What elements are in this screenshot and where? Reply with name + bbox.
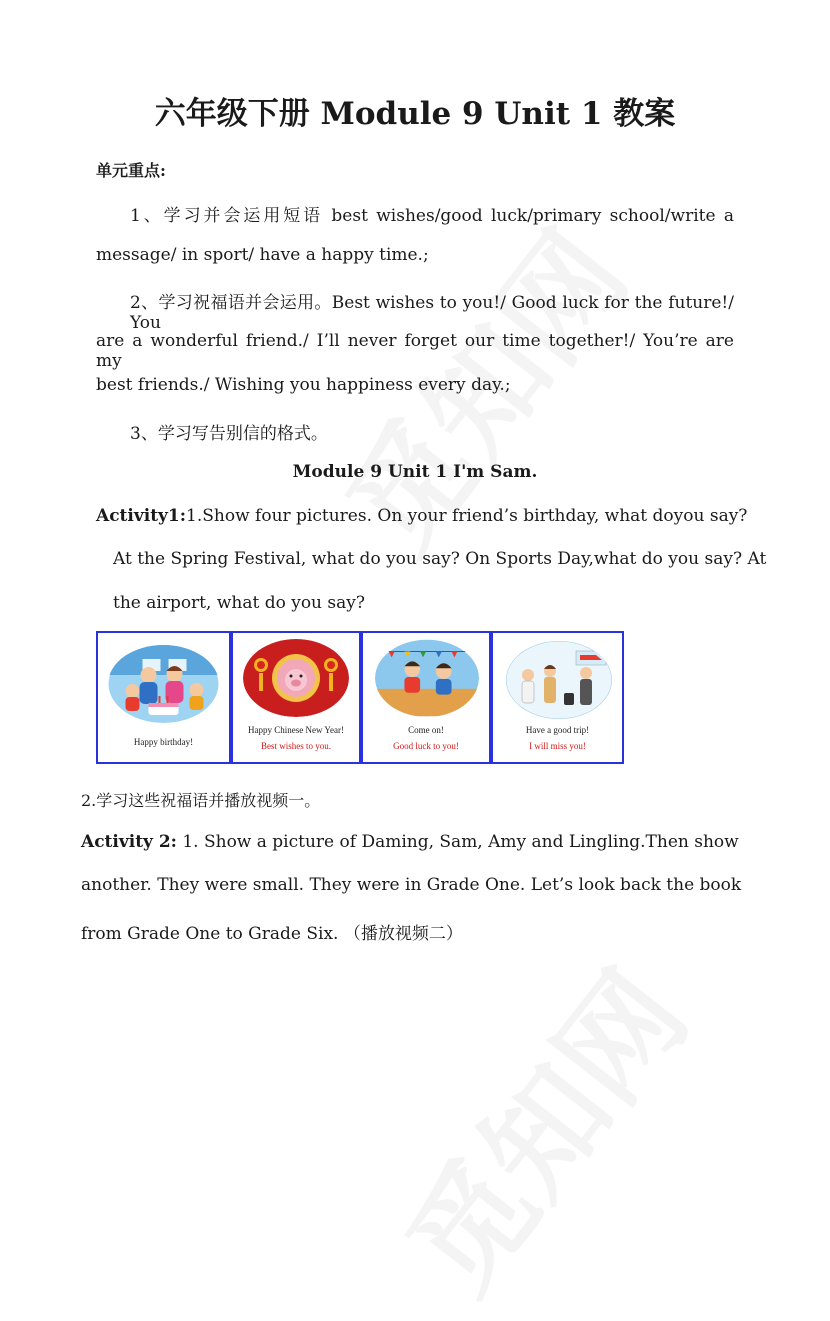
key-point-1: 1、学习并会运用短语 best wishes/good luck/primary school/write a — [130, 206, 734, 226]
airport-farewell-illustration — [506, 641, 612, 719]
activity-2-line: from Grade One to Grade Six. （播放视频二） — [81, 924, 463, 944]
picture-caption-red: Best wishes to you. — [260, 741, 331, 751]
key-point-2: 2、学习祝福语并会运用。Best wishes to you!/ Good luck for the future!/ You — [130, 293, 734, 333]
activity-1-text: 1.Show four pictures. On your friend’s birthday, what doyou say? — [186, 506, 748, 526]
birthday-family-illustration — [108, 645, 219, 723]
key-point-3: 3、学习写告别信的格式。 — [130, 424, 328, 444]
watermark — [361, 931, 718, 1321]
key-point-2-cont: best friends./ Wishing you happiness every day.; — [96, 375, 511, 395]
sports-day-illustration — [375, 639, 479, 717]
activity-2-line: another. They were small. They were in Grade One. Let’s look back the book — [81, 875, 742, 895]
activity-1-line — [96, 506, 747, 526]
new-year-illustration — [243, 639, 349, 717]
picture-sports-day — [361, 631, 491, 764]
picture-caption-red: I will miss you! — [529, 741, 586, 751]
activity-1-line: the airport, what do you say? — [113, 593, 365, 613]
activity-1-label: Activity1: — [96, 506, 187, 526]
activity-2-line — [81, 832, 739, 852]
picture-caption: Happy Chinese New Year! — [248, 725, 344, 735]
document-title: 六年级下册 Module 9 Unit 1 教案 — [154, 96, 676, 132]
picture-caption-red: Good luck to you! — [393, 741, 459, 751]
key-point-2-cont: are a wonderful friend./ I’ll never forget our time together!/ You’re are my — [96, 331, 734, 371]
picture-birthday — [96, 631, 231, 764]
picture-new-year — [231, 631, 361, 764]
picture-strip — [96, 631, 626, 768]
picture-caption: Come on! — [408, 725, 444, 735]
picture-airport — [491, 631, 624, 764]
picture-caption: Happy birthday! — [133, 737, 194, 747]
activity-1-line: At the Spring Festival, what do you say? On Sports Day,what do you say? At — [113, 549, 767, 569]
lesson-title: Module 9 Unit 1 I'm Sam. — [292, 462, 538, 482]
activity-2-text: 1. Show a picture of Daming, Sam, Amy and Lingling.Then show — [176, 832, 739, 852]
picture-caption: Have a good trip! — [525, 725, 590, 735]
step-2: 2.学习这些祝福语并播放视频一。 — [81, 791, 321, 810]
key-points-heading: 单元重点: — [96, 161, 166, 180]
key-point-1-cont: message/ in sport/ have a happy time.; — [96, 245, 429, 265]
activity-2-label: Activity 2: — [81, 832, 177, 852]
